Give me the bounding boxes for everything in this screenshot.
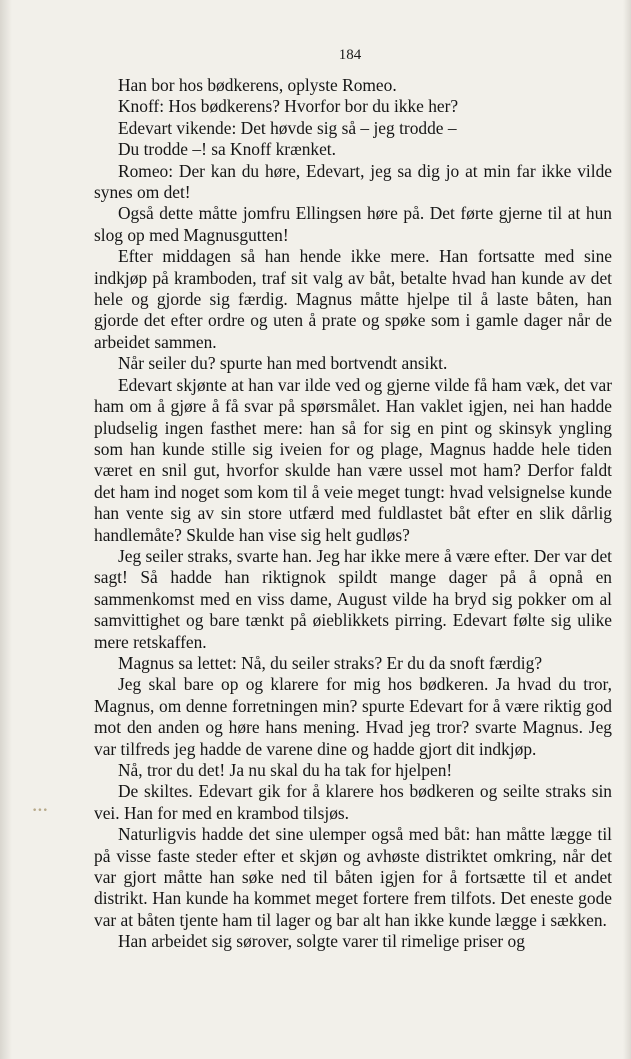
paragraph: Edevart vikende: Det høvde sig så – jeg trodde –	[118, 117, 457, 138]
paragraph: Edevart skjønte at han var ilde ved og gjerne vilde få ham væk, det var ham om å gjøre å få svar på spørsmålet. Han vaklet igjen, nei han hadde pludselig ingen fasthet mere: han så for sig en pint og skinsyk yngling som han kunde stille sig iveien for og plage, Magnus hadde hele tiden været en snil gut, hvorfor skulde han være ussel mot ham? Derfor faldt det ham ind noget som kom til å veie meget tungt: hvad velsignelse kunde han vente sig av sin store utfærd med fuldlastet båt efter en slik dårlig handlemåte? Skulde han vise sig helt gudløs?	[94, 374, 612, 545]
paragraph: De skiltes. Edevart gik for å klarere hos bødkeren og seilte straks sin vei. Han for med en krambod tilsjøs.	[94, 781, 612, 823]
page-edge-left	[0, 0, 12, 1059]
paragraph: Jeg skal bare op og klarere for mig hos bødkeren. Ja hvad du tror, Magnus, om denne forretningen min? spurte Edevart for å være riktig god mot den anden og høre hans mening. Hvad jeg tror? svarte Magnus. Jeg var tilfreds jeg hadde de varene dine og hadde gjort dit indkjøp.	[94, 674, 612, 759]
paragraph: Du trodde –! sa Knoff krænket.	[118, 139, 336, 160]
paragraph: Efter middagen så han hende ikke mere. Han fortsatte med sine indkjøp på kramboden, traf sit valg av båt, betalte hvad han kunde av det hele og gjorde sig færdig. Magnus måtte hjelpe til å laste båten, han gjorde det efter ordre og uten å prate og spøke som i gamle dager når de arbeidet sammen.	[94, 246, 612, 352]
paragraph: Han arbeidet sig sørover, solgte varer til rimelige priser og	[118, 931, 525, 952]
paragraph: Magnus sa lettet: Nå, du seiler straks? Er du da snoft færdig?	[118, 652, 543, 673]
ink-smudge: •••	[32, 806, 48, 816]
body-text	[94, 75, 612, 953]
paragraph: Når seiler du? spurte han med bortvendt ansikt.	[118, 353, 448, 374]
page-edge-right	[623, 0, 631, 1059]
paragraph: Også dette måtte jomfru Ellingsen høre på. Det førte gjerne til at hun slog op med Magnusgutten!	[94, 203, 612, 245]
paragraph: Naturligvis hadde det sine ulemper også med båt: han måtte lægge til på visse faste steder efter et skjøn og avhøste distriktet omkring, når det var gjort måtte han søke ned til båten igjen for å fortsætte til et andet distrikt. Han kunde ha kommet meget fortere frem tilfots. Det eneste gode var at båten tjente ham til lager og bar alt han ikke kunde lægge i sækken.	[94, 824, 612, 930]
paragraph: Han bor hos bødkerens, oplyste Romeo.	[118, 75, 397, 95]
paragraph: Knoff: Hos bødkerens? Hvorfor bor du ikke her?	[118, 96, 459, 117]
paragraph: Jeg seiler straks, svarte han. Jeg har ikke mere å være efter. Der var det sagt! Så hadde han riktignok spildt mange dager på å opnå en sammenkomst med en viss dame, August vilde ha bryd sig pokker om al samvittighet og bare tænkt på øieblikkets pirring. Edevart følte sig ulike mere retskaffen.	[94, 545, 612, 652]
page-number: 184	[338, 47, 362, 63]
paragraph: Nå, tror du det! Ja nu skal du ha tak for hjelpen!	[118, 760, 453, 780]
paragraph: Romeo: Der kan du høre, Edevart, jeg sa dig jo at min far ikke vilde synes om det!	[94, 160, 612, 203]
